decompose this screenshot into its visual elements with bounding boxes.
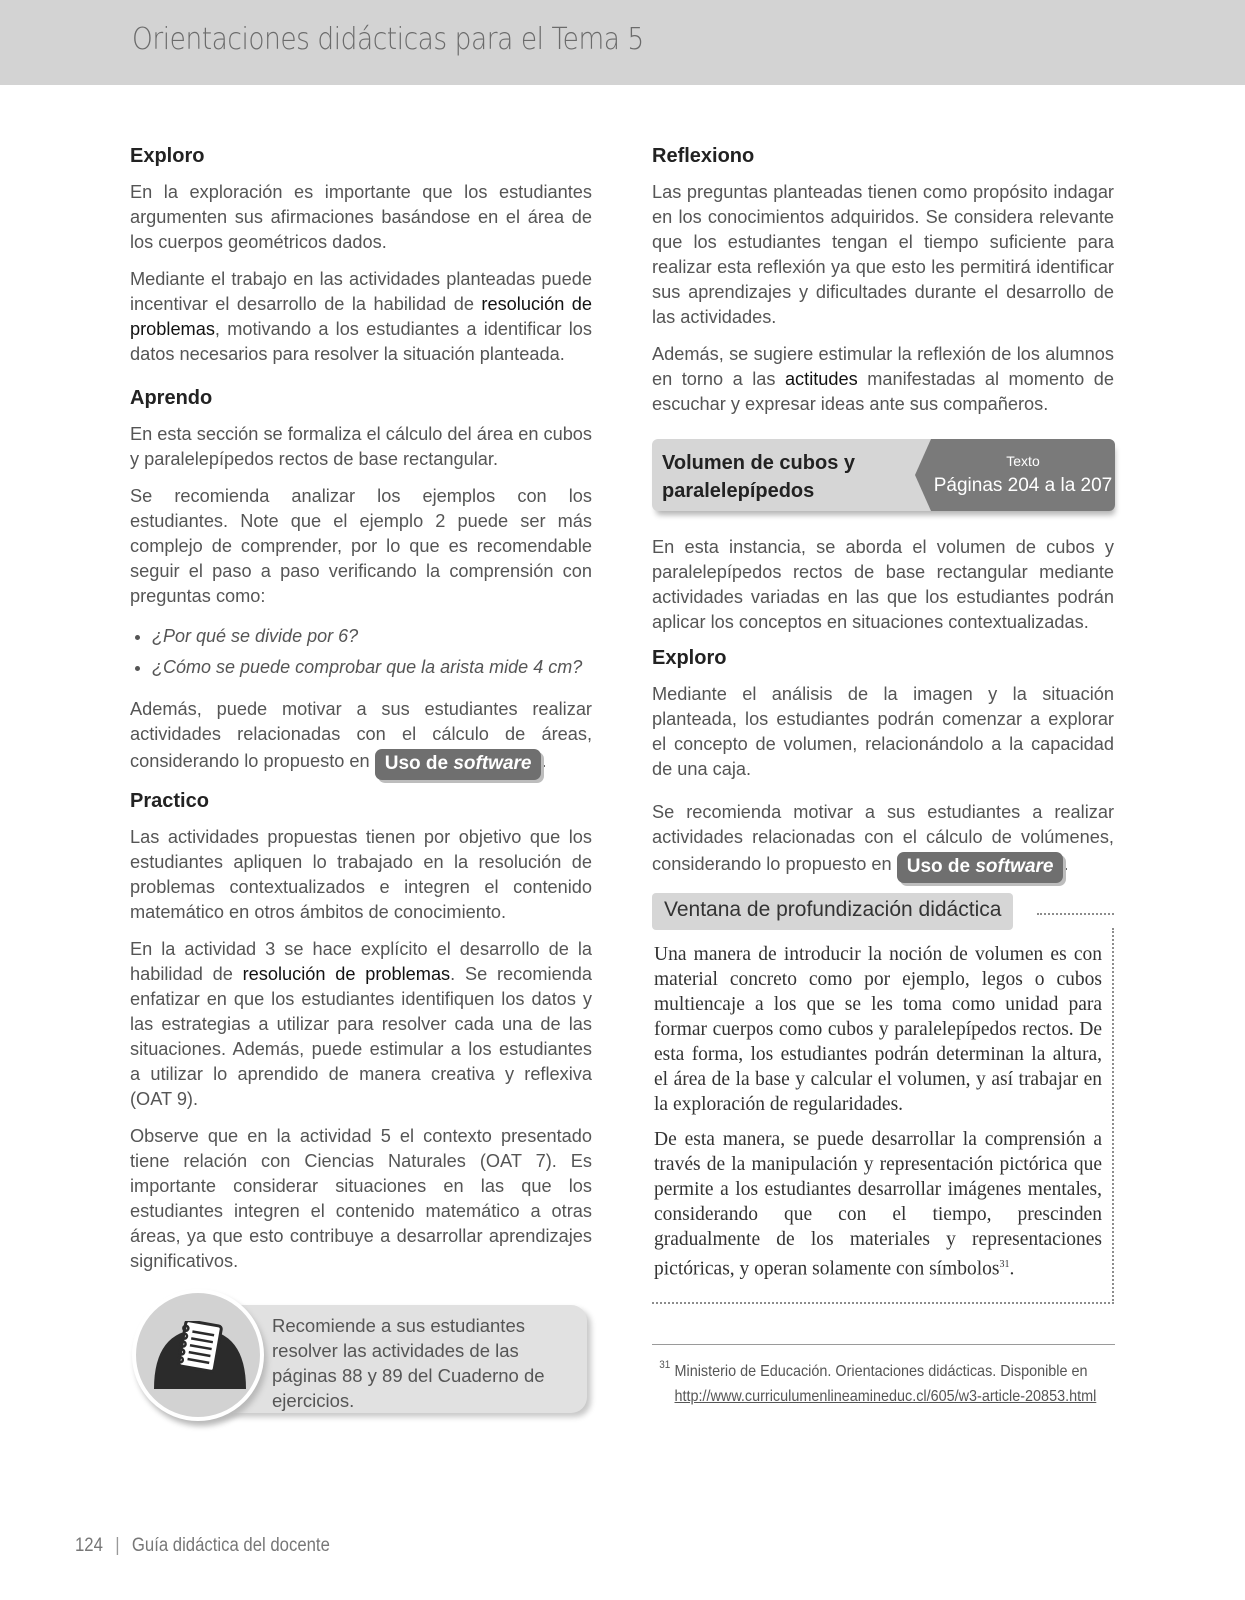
notebook-circle	[132, 1289, 264, 1421]
page-title: Orientaciones didácticas para el Tema 5	[132, 22, 644, 57]
reflect-paragraph-1: Las preguntas planteadas tienen como propósito indagar en los conocimientos adquiridos. Se considera relevante que los estudiantes tengan el tiempo suficiente para realizar esta reflexión ya que esto les permitirá identificar sus aprendizajes y dificultades durante el desarrollo de las actividades.	[652, 182, 1114, 327]
practice-paragraph-2	[130, 937, 592, 1112]
reflect-paragraph-2	[652, 342, 1114, 417]
volume-intro: En esta instancia, se aborda el volumen de cubos y paralelepípedos rectos de base rectangular mediante actividades variadas en las que los estudiantes podrán aplicar los conceptos en situaciones contextualizadas.	[652, 537, 1114, 632]
banner-title-line: Volumen de cubos y	[662, 452, 855, 474]
software-badge[interactable]	[897, 852, 1064, 883]
footnote-number: 31	[659, 1358, 671, 1371]
text-span: .	[1009, 1258, 1015, 1280]
page-header	[0, 0, 1245, 85]
page-footer	[75, 1535, 330, 1557]
list-item: • ¿Por qué se divide por 6?	[152, 621, 592, 652]
footnote-ref[interactable]: 31	[999, 1259, 1010, 1270]
learn-paragraph-1: En esta sección se formaliza el cálculo del área en cubos y paralelepípedos rectos de base rectangular.	[130, 424, 593, 469]
text-span: De esta manera, se puede desarrollar la comprensión a través de la manipulación y representación pictórica que permite a los estudiantes desarrollar imágenes mentales, considerando que con el tiempo, prescinden gradualmente de los materiales y representaciones pictóricas, y operan solamente con símbolos	[654, 1129, 1102, 1280]
text-span: Mediante el trabajo en las actividades planteadas puede incentivar el desarrollo de la habilidad de	[130, 269, 592, 314]
text-span: manifestadas al momento de escuchar y expresar ideas ante sus compañeros.	[652, 369, 1114, 414]
footnote-divider	[652, 1344, 1115, 1345]
text-span: Se recomienda motivar a sus estudiantes a realizar actividades relacionadas con el cálculo de volúmenes, considerando lo propuesto en	[652, 802, 1114, 874]
reminder-callout	[132, 1295, 602, 1425]
window-body	[652, 928, 1114, 1304]
list-item: • ¿Cómo se puede comprobar que la arista mide 4 cm?	[152, 652, 592, 683]
learn-heading: Aprendo	[130, 387, 213, 409]
notebook-icon	[152, 1321, 248, 1391]
left-column	[130, 145, 592, 1286]
window-paragraph-2	[654, 1127, 1102, 1282]
page-number: 124	[75, 1535, 103, 1556]
window-border	[1037, 913, 1114, 915]
badge-text: Uso de	[906, 856, 976, 877]
window-paragraph-1: Una manera de introducir la noción de volumen es con material concreto como por ejemplo, legos o cubos multiencaje a los que se les toma como unidad para formar cuerpos como cubos y paralelepípedos rectos. De esta forma, los estudiantes podrán determinan la altura, el área de la base y calcular el volumen, y así trabajar en la exploración de regularidades.	[654, 944, 1102, 1115]
right-column	[652, 145, 1114, 1409]
text-span: , motivando a los estudiantes a identificar los datos necesarios para resolver la situación planteada.	[130, 319, 592, 364]
explore-paragraph-2	[130, 267, 592, 367]
footnote-text: Ministerio de Educación. Orientaciones didácticas. Disponible en	[674, 1362, 1088, 1380]
text-span: Además, puede motivar a sus estudiantes realizar actividades relacionadas con el cálculo de áreas, considerando lo propuesto en	[130, 699, 592, 771]
footnote-link[interactable]: http://www.curriculumenlineamineduc.cl/605/w3-article-20853.html	[674, 1387, 1097, 1405]
text-span: .	[541, 751, 547, 771]
explore-2-paragraph-1: Mediante el análisis de la imagen y la situación planteada, los estudiantes podrán comenzar a explorar el concepto de volumen, relacionándolo a la capacidad de una caja.	[652, 684, 1114, 779]
practice-paragraph-3: Observe que en la actividad 5 el contexto presentado tiene relación con Ciencias Naturales (OAT 7). Es importante considerar situaciones en las que los estudiantes integren el contenido matemático a otras áreas, ya que esto contribuye a desarrollar aprendizajes significativos.	[130, 1126, 592, 1271]
text-span: .	[1063, 854, 1069, 874]
explore-heading: Exploro	[130, 145, 205, 167]
reminder-text: Recomiende a sus estudiantes resolver las actividades de las páginas 88 y 89 del Cuaderno de ejercicios.	[272, 1315, 545, 1411]
footer-separator: |	[115, 1535, 120, 1556]
explore-heading-2: Exploro	[652, 647, 727, 669]
text-span: Además, se sugiere estimular la reflexión de los alumnos en torno a las	[652, 344, 1114, 389]
badge-text: Uso de	[384, 753, 454, 774]
didactic-window	[652, 893, 1114, 1304]
question-list	[130, 621, 592, 683]
explore-paragraph-1: En la exploración es importante que los estudiantes argumenten sus afirmaciones basándose en el área de los cuerpos geométricos dados.	[130, 182, 592, 252]
banner-label: Texto	[1006, 453, 1040, 469]
window-title: Ventana de profundización didáctica	[652, 893, 1013, 930]
keyword: resolución de problemas	[242, 964, 451, 984]
section-banner	[652, 439, 1115, 511]
banner-pages: Páginas 204 a la 207	[933, 475, 1113, 496]
footnote	[652, 1359, 1143, 1409]
text-span: En la actividad 3 se hace explícito el desarrollo de la habilidad de	[130, 939, 592, 984]
banner-title-line: paralelepípedos	[662, 480, 815, 502]
practice-heading: Practico	[130, 790, 209, 812]
reflect-heading: Reflexiono	[652, 145, 755, 167]
keyword: resolución de problemas	[130, 294, 592, 339]
banner-title	[662, 449, 855, 505]
practice-paragraph-1: Las actividades propuestas tienen por objetivo que los estudiantes apliquen lo trabajado en la resolución de problemas contextualizados e integren el contenido matemático en otros ámbitos de conocimiento.	[130, 827, 592, 922]
learn-paragraph-3	[130, 697, 592, 778]
badge-text-italic: software	[453, 753, 532, 774]
explore-2-paragraph-2	[652, 800, 1114, 881]
footer-title: Guía didáctica del docente	[131, 1535, 330, 1556]
keyword: actitudes	[784, 369, 858, 389]
software-badge[interactable]	[375, 749, 542, 780]
badge-text-italic: software	[975, 856, 1054, 877]
learn-paragraph-2: Se recomienda analizar los ejemplos con los estudiantes. Note que el ejemplo 2 puede ser más complejo de comprender, por lo que es recomendable seguir el paso a paso verificando la comprensión con preguntas como:	[130, 486, 592, 606]
text-span: . Se recomienda enfatizar en que los estudiantes identifiquen los datos y las estrategias a utilizar para resolver cada una de las situaciones. Además, puede estimular a los estudiantes a utilizar lo aprendido de manera creativa y reflexiva (OAT 9).	[130, 964, 593, 1109]
